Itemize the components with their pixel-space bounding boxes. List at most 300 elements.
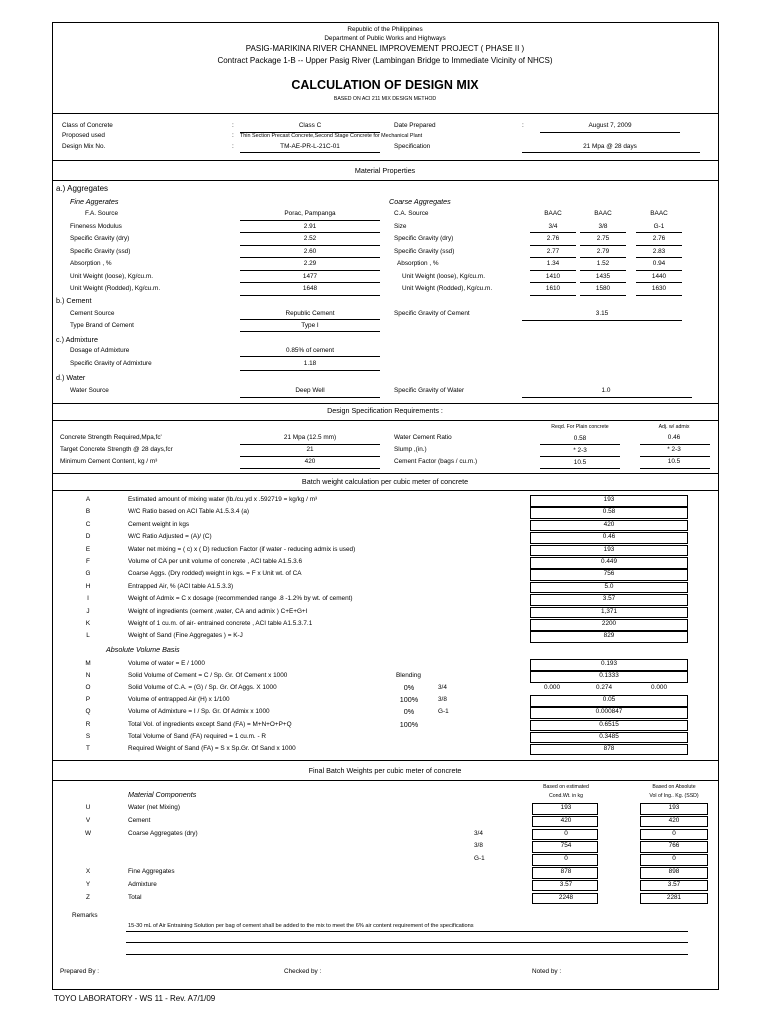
fine-row-value: 1477 <box>302 272 318 280</box>
divider <box>52 473 719 474</box>
underline <box>530 257 576 258</box>
underline <box>530 282 576 283</box>
batch-row-value: 756 <box>603 570 615 578</box>
batch-row-desc: Weight of 1 cu.m. of air- entrained concrete , ACI table A1.5.3.7.1 <box>128 620 313 627</box>
final-row-label: Water (net Mixing) <box>128 804 180 811</box>
batch-row-desc: Cement weight in kgs <box>128 520 190 528</box>
coarse-row-label: Specific Gravity (dry) <box>394 235 454 242</box>
batch-value-cell <box>530 631 688 643</box>
abs-row-key: N <box>85 672 91 680</box>
design-left-value: 21 <box>306 446 314 453</box>
divider <box>52 780 719 781</box>
divider <box>52 113 719 114</box>
underline <box>240 295 380 296</box>
abs-row-value: 878 <box>603 744 615 752</box>
design-left-value: 420 <box>304 458 316 465</box>
underline <box>240 270 380 271</box>
abs-row-desc: Solid Volume of C.A. = (G) / Sp. Gr. Of Aggs. X 1000 <box>128 684 277 692</box>
blend-size: G-1 <box>438 708 449 716</box>
batch-row-value: 193 <box>603 496 615 503</box>
batch-row-value: 3.57 <box>602 595 616 603</box>
batch-row-key: G <box>85 570 91 578</box>
abs-row-desc: Total Vol. of ingredients except Sand (FA) = M+N+O+P+Q <box>128 720 292 728</box>
final-row-label: Cement <box>128 816 151 824</box>
coarse-value-g1: 2.83 <box>652 247 666 255</box>
underline <box>540 132 680 133</box>
underline <box>640 456 710 457</box>
fine-row-value: 2.29 <box>303 260 317 267</box>
batch-row-key: I <box>87 595 89 603</box>
final-row-key: U <box>85 804 91 811</box>
batch-row-desc: Estimated amount of mixing water (lb./cu.yd x .592719 = kg/kg / m³ <box>128 496 318 503</box>
remarks-text: 15-30 mL of Air Entraining Solution per bag of cement shall be added to the mix to meet the 6% air content requirement of the specifications <box>128 923 474 929</box>
coarse-value-3-4: 1610 <box>545 285 561 292</box>
batch-value-cell <box>530 619 688 631</box>
final-value-absolute: 0 <box>672 829 676 837</box>
abs-row-value: 0.1333 <box>599 672 619 680</box>
final-row-label: Fine Aggregates <box>128 868 175 875</box>
batch-value-cell <box>530 607 688 619</box>
fine-row-label: Unit Weight (Rodded), Kg/cu.m. <box>70 285 161 292</box>
fine-row-label: F.A. Source <box>85 210 119 217</box>
blending-label: Blending <box>396 672 421 679</box>
fine-heading: Fine Aggerates <box>70 197 119 206</box>
final-col1-line1: Based on estimated <box>543 784 589 790</box>
final-row-label: Admixture <box>128 880 157 888</box>
underline <box>530 295 576 296</box>
final-cell-absolute <box>640 816 708 828</box>
cement-source-label: Cement Source <box>70 310 115 317</box>
abs-value-cell <box>530 695 688 707</box>
coarse-row-label: Absorption , % <box>397 260 439 267</box>
page-subtitle: BASED ON ACI 211 MIX DESIGN METHOD <box>333 96 437 102</box>
final-cell-absolute <box>640 829 708 841</box>
admix-sg-label: Specific Gravity of Admixture <box>70 360 152 367</box>
design-left-label: Target Concrete Strength @ 28 days,fcr <box>60 446 173 453</box>
coarse-value-3-4: BAAC <box>544 210 562 217</box>
cement-source-value: Republic Cement <box>285 310 335 317</box>
abs-heading: Absolute Volume Basis <box>106 645 180 654</box>
final-row-key: Z <box>86 893 90 901</box>
final-value-absolute: 420 <box>668 816 680 824</box>
abs-row-desc: Volume of Admixture = I / Sp. Gr. Of Admix x 1000 <box>128 708 270 716</box>
fine-row-value: 2.91 <box>303 222 317 230</box>
underline <box>580 270 626 271</box>
final-cell-absolute <box>640 854 708 866</box>
colon: : <box>522 122 524 129</box>
water-sg-label: Specific Gravity of Water <box>394 387 465 394</box>
batch-value-cell <box>530 495 688 507</box>
final-value-estimated: 2248 <box>558 893 574 901</box>
coarse-value-3-4: 2.77 <box>546 247 560 255</box>
mixno-value: TM-AE-PR-L-21C-01 <box>280 143 340 150</box>
final-value-estimated: 878 <box>560 868 572 875</box>
coarse-value-3-8: 3/8 <box>598 222 608 230</box>
batch-row-desc: Coarse Aggs. (Dry rodded) weight in kgs. = F x Unit wt. of CA <box>128 570 302 578</box>
batch-value-cell <box>530 507 688 519</box>
abs-row-key: M <box>85 660 91 667</box>
batch-row-value: 2200 <box>601 620 617 627</box>
batch-row-value: 0.58 <box>602 508 616 516</box>
coarse-value-3-8: 1580 <box>595 285 611 292</box>
colon: : <box>232 132 234 139</box>
underline <box>522 397 692 398</box>
water-heading: d.) Water <box>56 373 86 382</box>
date-value: August 7, 2009 <box>588 122 632 129</box>
fine-row-value: 2.60 <box>303 247 317 255</box>
final-cell-estimated <box>532 893 598 905</box>
noted-label: Noted by : <box>532 968 562 975</box>
water-source-label: Water Source <box>70 387 109 394</box>
underline <box>636 257 682 258</box>
final-cell-absolute <box>640 841 708 853</box>
class-label: Class of Concrete <box>62 122 113 129</box>
coarse-row-label: Specific Gravity (ssd) <box>394 247 455 255</box>
underline <box>530 270 576 271</box>
coarse-value-3-8: 2.79 <box>596 247 610 255</box>
underline <box>580 245 626 246</box>
underline <box>240 456 380 457</box>
divider <box>52 760 719 761</box>
final-value-absolute: 3.57 <box>667 880 681 888</box>
prepared-label: Prepared By : <box>60 968 100 975</box>
abs-row-value: 0.6515 <box>599 720 619 728</box>
aggregates-heading: a.) Aggregates <box>56 184 109 193</box>
coarse-row-label: Unit Weight (loose), Kg/cu.m. <box>402 272 485 280</box>
abs-row-desc: Total Volume of Sand (FA) required = 1 cu.m. - R <box>128 732 266 740</box>
blend-size: 3/4 <box>438 684 447 692</box>
batch-row-key: A <box>85 496 91 503</box>
batch-row-key: F <box>86 558 90 565</box>
coarse-value-3-8: 1.52 <box>596 260 610 267</box>
fine-row-value: Porac, Pampanga <box>284 210 336 217</box>
page-title: CALCULATION OF DESIGN MIX <box>291 78 479 92</box>
batch-row-key: D <box>85 533 91 541</box>
coarse-value-g1: 0.94 <box>652 260 666 267</box>
underline <box>580 232 626 233</box>
final-value-absolute: 0 <box>672 855 676 863</box>
design-value-plain: * 2-3 <box>573 447 587 454</box>
class-value: Class C <box>298 122 322 129</box>
underline <box>522 152 700 153</box>
batch-row-value: 1,371 <box>601 607 617 615</box>
coarse-row-label: C.A. Source <box>394 210 429 217</box>
cement-sg-value: 3.15 <box>595 310 609 317</box>
final-value-estimated: 754 <box>560 842 572 850</box>
final-cell-absolute <box>640 893 708 905</box>
batch-row-value: 5.0 <box>604 582 614 590</box>
admix-dosage-label: Dosage of Admixture <box>70 347 130 354</box>
final-cell-estimated <box>532 841 598 853</box>
remarks-line <box>126 942 688 943</box>
final-row-key: W <box>84 829 92 837</box>
batch-row-key: K <box>85 620 91 627</box>
batch-row-desc: W/C Ratio based on ACI Table A1.5.3.4 (a) <box>128 508 250 516</box>
colon: : <box>232 143 234 150</box>
abs-value-3-4: 0.000 <box>544 684 560 692</box>
design-col-plain: Reqd. For Plain concrete <box>551 424 609 430</box>
remarks-label: Remarks <box>72 912 98 919</box>
underline <box>580 282 626 283</box>
underline <box>530 245 576 246</box>
abs-row-value: 0.3485 <box>599 732 619 740</box>
abs-value-cell <box>530 659 688 671</box>
cement-heading: b.) Cement <box>56 296 92 305</box>
final-cell-estimated <box>532 816 598 828</box>
admix-dosage-value: 0.85% of cement <box>286 347 334 354</box>
batch-row-value: 0.46 <box>602 533 616 541</box>
batch-row-key: C <box>85 520 91 528</box>
final-cell-estimated <box>532 867 598 879</box>
abs-row-desc: Required Weight of Sand (FA) = S x Sp.Gr. Of Sand x 1000 <box>128 744 296 752</box>
final-value-absolute: 2281 <box>666 893 682 901</box>
final-cell-estimated <box>532 803 598 815</box>
colon: : <box>232 122 234 129</box>
design-value-admix: 10.5 <box>667 458 681 465</box>
underline <box>240 319 380 320</box>
remarks-line <box>126 954 688 955</box>
underline <box>636 270 682 271</box>
batch-row-value: 420 <box>603 520 615 528</box>
underline <box>522 320 682 321</box>
batch-value-cell <box>530 569 688 581</box>
design-right-label: Water Cement Ratio <box>394 434 452 441</box>
batch-value-cell <box>530 545 688 557</box>
underline <box>540 456 620 457</box>
divider <box>52 180 719 181</box>
divider <box>52 403 719 404</box>
design-left-label: Concrete Strength Required,Mpa,fc' <box>60 434 162 441</box>
blend-percent: 100% <box>399 719 419 729</box>
abs-row-desc: Solid Volume of Cement = C / Sp. Gr. Of Cement x 1000 <box>128 672 288 680</box>
coarse-value-3-8: 2.75 <box>596 235 610 242</box>
batch-value-cell <box>530 582 688 594</box>
underline <box>636 282 682 283</box>
final-value-estimated: 193 <box>560 804 572 811</box>
coarse-value-3-4: 3/4 <box>548 222 558 230</box>
abs-value-3-8: 0.274 <box>596 684 612 692</box>
fine-row-label: Fineness Modulus <box>70 222 122 230</box>
fine-row-label: Specific Gravity (dry) <box>70 235 130 242</box>
batch-row-key: H <box>85 582 91 590</box>
batch-row-desc: Weight of ingredients (cement ,water, CA and admix ) C+E+G+I <box>128 607 308 615</box>
components-heading: Material Components <box>128 790 197 799</box>
footer-text: TOYO LABORATORY - WS 11 - Rev. A7/1/09 <box>54 994 216 1003</box>
department-line: Department of Public Works and Highways <box>324 35 446 42</box>
divider <box>52 160 719 161</box>
abs-row-key: T <box>86 744 90 752</box>
checked-label: Checked by : <box>284 968 322 975</box>
coarse-value-g1: 2.76 <box>652 235 666 242</box>
underline <box>240 245 380 246</box>
contract-line: Contract Package 1-B -- Upper Pasig River (Lambingan Bridge to Immediate Vicinity of NHCS) <box>217 56 553 65</box>
admix-sg-value: 1.18 <box>303 360 317 367</box>
final-cell-estimated <box>532 880 598 892</box>
underline <box>240 370 380 371</box>
final-value-estimated: 0 <box>564 829 568 837</box>
remarks-line <box>126 931 688 932</box>
batch-row-desc: Water net mixing = ( c) x ( D) reduction Factor (if water - reducing admix is used) <box>128 545 356 553</box>
design-left-value: 21 Mpa (12.5 mm) <box>283 434 337 441</box>
water-sg-value: 1.0 <box>601 387 611 394</box>
design-title: Design Specification Requirements : <box>327 406 443 415</box>
proposed-label: Proposed used <box>62 132 105 139</box>
underline <box>240 331 380 332</box>
batch-row-desc: W/C Ratio Adjusted = (A)/ (C) <box>128 533 212 541</box>
coarse-row-label: Size <box>394 222 407 230</box>
batch-row-value: 193 <box>603 545 615 553</box>
final-value-estimated: 3.57 <box>559 880 573 888</box>
final-cell-estimated <box>532 829 598 841</box>
republic-line: Republic of the Philippines <box>347 26 423 33</box>
underline <box>240 282 380 283</box>
divider <box>52 420 719 421</box>
design-value-admix: * 2-3 <box>667 446 681 453</box>
coarse-row-label: Unit Weight (Rodded), Kg/cu.m. <box>402 285 493 292</box>
abs-value-cell <box>530 732 688 744</box>
abs-value-cell <box>530 671 688 683</box>
coarse-value-g1: BAAC <box>650 210 668 217</box>
final-row-size: 3/8 <box>474 842 483 850</box>
water-source-value: Deep Well <box>295 387 325 394</box>
coarse-value-3-4: 1410 <box>545 272 561 280</box>
blend-percent: 0% <box>403 683 415 693</box>
batch-row-desc: Entrapped Air, % (ACI table A1.5.3.3) <box>128 582 234 590</box>
abs-row-key: O <box>85 684 91 692</box>
batch-row-desc: Weight of Sand (Fine Aggregates ) = K-J <box>128 632 243 640</box>
design-right-label: Slump ,(in.) <box>394 446 427 453</box>
underline <box>240 152 380 153</box>
fine-row-label: Unit Weight (loose), Kg/cu.m. <box>70 272 153 280</box>
underline <box>240 257 380 258</box>
final-cell-absolute <box>640 867 708 879</box>
design-value-admix: 0.46 <box>667 434 681 441</box>
underline <box>540 468 620 469</box>
divider <box>52 490 719 491</box>
batch-row-key: J <box>86 607 90 615</box>
design-left-label: Minimum Cement Content, kg / m³ <box>60 458 158 465</box>
cement-type-value: Type I <box>301 322 319 329</box>
final-col2-line2: Vol of Ing.. Kg. (SSD) <box>649 793 699 799</box>
abs-row-value: 0.193 <box>601 660 617 667</box>
underline <box>580 257 626 258</box>
design-value-plain: 0.58 <box>573 435 587 442</box>
spec-label: Specification <box>394 143 431 150</box>
batch-row-key: B <box>85 508 91 516</box>
batch-title: Batch weight calculation per cubic meter of concrete <box>301 477 469 486</box>
final-value-absolute: 766 <box>668 842 680 850</box>
proposed-value: Thin Section Precast Concrete,Second Stage Concrete for Mechanical Plant <box>240 133 423 139</box>
project-line: PASIG-MARIKINA RIVER CHANNEL IMPROVEMENT PROJECT ( PHASE II ) <box>245 44 525 53</box>
abs-row-desc: Volume of water = E / 1000 <box>128 660 205 667</box>
fine-row-label: Absorption , % <box>70 260 112 267</box>
abs-value-cell <box>530 720 688 732</box>
coarse-value-g1: G-1 <box>653 222 665 230</box>
underline <box>240 220 380 221</box>
design-right-label: Cement Factor (bags / cu.m.) <box>394 458 478 465</box>
batch-row-value: 0.449 <box>601 558 617 565</box>
material-title: Material Properties <box>354 166 416 175</box>
batch-value-cell <box>530 557 688 569</box>
final-col2-line1: Based on Absolute <box>652 784 696 790</box>
abs-row-value: 0.000847 <box>595 708 623 716</box>
final-row-label: Coarse Aggregates (dry) <box>128 829 198 837</box>
mixno-label: Design Mix No. <box>62 143 106 150</box>
underline <box>636 245 682 246</box>
coarse-value-3-4: 1.34 <box>546 260 560 267</box>
underline <box>240 444 380 445</box>
underline <box>640 444 710 445</box>
abs-value-cell <box>530 744 688 756</box>
batch-value-cell <box>530 532 688 544</box>
final-cell-absolute <box>640 880 708 892</box>
coarse-value-g1: 1630 <box>651 285 667 292</box>
final-row-label: Total <box>128 893 142 901</box>
batch-row-key: E <box>85 545 91 553</box>
admix-heading: c.) Admixture <box>56 335 98 344</box>
underline <box>530 232 576 233</box>
abs-row-key: Q <box>85 708 91 716</box>
underline <box>240 356 380 357</box>
fine-row-value: 2.52 <box>303 235 317 242</box>
cement-type-label: Type Brand of Cement <box>70 322 134 329</box>
final-row-key: V <box>85 816 91 824</box>
underline <box>580 295 626 296</box>
underline <box>240 397 380 398</box>
design-value-plain: 10.5 <box>573 459 587 466</box>
underline <box>640 468 710 469</box>
final-value-absolute: 193 <box>668 804 680 811</box>
final-row-size: 3/4 <box>474 829 483 837</box>
final-row-size: G-1 <box>474 855 485 863</box>
final-row-key: X <box>85 868 91 875</box>
batch-row-desc: Weight of Admix = C x dosage (recommended range .8 -1.2% by wt. of cement) <box>128 595 353 603</box>
fine-row-label: Specific Gravity (ssd) <box>70 247 131 255</box>
underline <box>240 232 380 233</box>
coarse-value-g1: 1440 <box>651 272 667 280</box>
batch-row-desc: Volume of CA per unit volume of concrete , ACI table A1.5.3.6 <box>128 558 303 565</box>
abs-value-g1: 0.000 <box>651 684 667 692</box>
underline <box>636 295 682 296</box>
final-col1-line2: Cond.Wt. in kg <box>548 793 584 799</box>
date-label: Date Prepared <box>394 122 436 129</box>
coarse-value-3-8: 1435 <box>595 272 611 280</box>
batch-row-key: L <box>86 632 90 640</box>
underline <box>636 232 682 233</box>
final-value-estimated: 0 <box>564 855 568 863</box>
final-value-estimated: 420 <box>560 816 572 824</box>
final-title: Final Batch Weights per cubic meter of concrete <box>308 766 462 775</box>
batch-row-value: 829 <box>603 632 615 640</box>
blend-percent: 100% <box>399 695 419 705</box>
final-cell-absolute <box>640 803 708 815</box>
underline <box>240 468 380 469</box>
coarse-value-3-4: 2.76 <box>546 235 560 242</box>
final-value-absolute: 898 <box>668 868 680 875</box>
abs-row-value: 0.05 <box>602 696 616 704</box>
coarse-value-3-8: BAAC <box>594 210 612 217</box>
batch-value-cell <box>530 594 688 606</box>
coarse-heading: Coarse Aggregates <box>389 197 451 206</box>
abs-row-key: P <box>85 696 91 704</box>
blend-percent: 0% <box>403 707 415 717</box>
underline <box>540 444 620 445</box>
abs-row-key: S <box>85 732 91 740</box>
fine-row-value: 1648 <box>302 285 318 292</box>
abs-row-desc: Volume of entrapped Air (H) x 1/100 <box>128 696 230 704</box>
abs-row-key: R <box>85 720 91 728</box>
final-cell-estimated <box>532 854 598 866</box>
